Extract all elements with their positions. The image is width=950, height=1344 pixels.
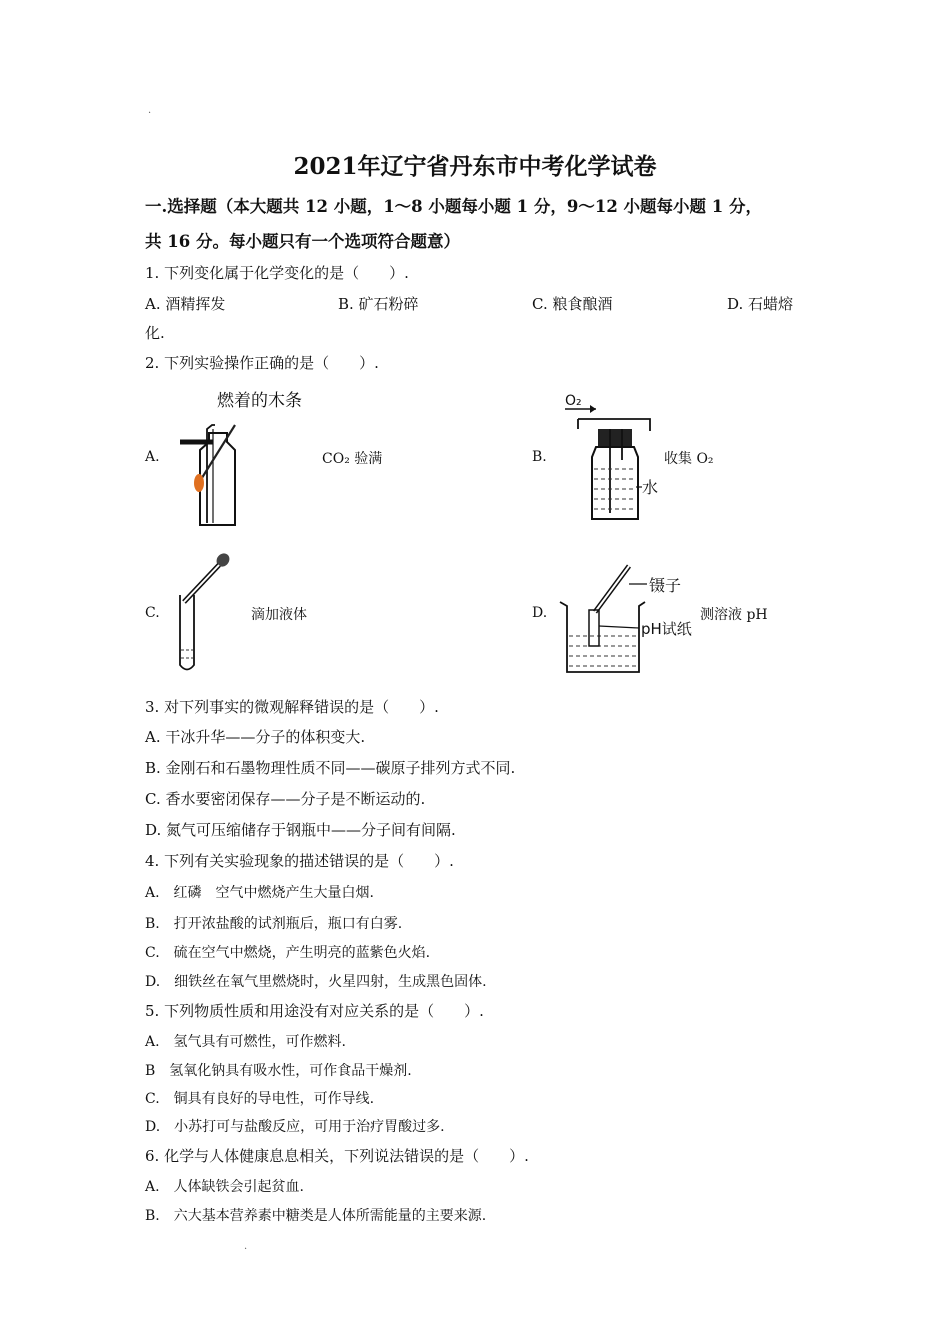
tweezers-label: 镊子 — [649, 576, 682, 595]
water-label: 水 — [642, 478, 659, 497]
beaker — [560, 602, 645, 672]
q4-stem: 4. 下列有关实验现象的描述错误的是（ ）. — [145, 852, 454, 870]
q3-option-d: D. 氮气可压缩储存于钢瓶中——分子间有间隔. — [145, 821, 456, 839]
q5-option-c: C. 铜具有良好的导电性，可作导线. — [145, 1091, 375, 1107]
q3-option-b: B. 金刚石和石墨物理性质不同——碳原子排列方式不同. — [145, 759, 516, 777]
ph-test-diagram — [555, 560, 705, 680]
ph-paper-label: pH试纸 — [641, 620, 692, 638]
burning-stick-label: 燃着的木条 — [217, 391, 302, 411]
top-mark: · — [148, 108, 152, 119]
q2-fig-a-caption: CO₂ 验满 — [322, 451, 383, 467]
q2-fig-c-caption: 滴加液体 — [251, 607, 307, 623]
q3-stem: 3. 对下列事实的微观解释错误的是（ ）. — [145, 698, 439, 716]
exam-title: 2021年辽宁省丹东市中考化学试卷 — [293, 153, 657, 180]
co2-test-diagram — [165, 385, 325, 530]
water-surface-lines — [594, 469, 636, 509]
q6-stem: 6. 化学与人体健康息息相关，下列说法错误的是（ ）. — [145, 1147, 529, 1165]
q2-fig-d-letter: D. — [532, 605, 548, 621]
q4-option-a: A. 红磷 空气中燃烧产生大量白烟. — [145, 885, 375, 901]
q3-option-a: A. 干冰升华——分子的体积变大. — [145, 728, 366, 746]
q1-option-c: C. 粮食酿酒 — [532, 295, 613, 313]
q2-fig-a-letter: A. — [145, 449, 160, 465]
flame-icon — [194, 474, 204, 492]
section-heading-line1: 一.选择题（本大题共 12 小题，1～8 小题每小题 1 分，9～12 小题每小题 1 分， — [145, 197, 763, 216]
q3-option-c: C. 香水要密闭保存——分子是不断运动的. — [145, 790, 426, 808]
q2-fig-c-letter: C. — [145, 605, 160, 621]
o2-label: O₂ — [565, 393, 582, 409]
q5-option-a: A. 氢气具有可燃性，可作燃料. — [145, 1034, 347, 1050]
collection-bottle — [592, 447, 638, 519]
bottom-mark: · — [244, 1244, 248, 1255]
q4-option-d: D. 细铁丝在氧气里燃烧时，火星四射，生成黑色固体. — [145, 974, 487, 990]
q6-option-b: B. 六大基本营养素中糖类是人体所需能量的主要来源. — [145, 1208, 487, 1224]
q2-fig-b-caption: 收集 O₂ — [664, 451, 714, 467]
gas-bottle — [200, 433, 235, 525]
q2-fig-d-caption: 测溶液 pH — [700, 607, 768, 623]
q4-option-c: C. 硫在空气中燃烧，产生明亮的蓝紫色火焰. — [145, 945, 431, 961]
dropper-diagram — [170, 550, 240, 680]
q5-stem: 5. 下列物质性质和用途没有对应关系的是（ ）. — [145, 1002, 484, 1020]
q4-option-b: B. 打开浓盐酸的试剂瓶后，瓶口有白雾. — [145, 916, 403, 932]
solution-lines — [569, 636, 637, 666]
q2-stem: 2. 下列实验操作正确的是（ ）. — [145, 354, 379, 372]
q1-option-d: D. 石蜡熔 — [727, 295, 794, 313]
o2-collection-diagram — [560, 385, 670, 525]
ph-paper — [589, 610, 599, 646]
q6-option-a: A. 人体缺铁会引起贫血. — [145, 1179, 305, 1195]
section-heading-line2: 共 16 分。每小题只有一个选项符合题意） — [145, 232, 460, 251]
q5-option-d: D. 小苏打可与盐酸反应，可用于治疗胃酸过多. — [145, 1119, 445, 1135]
q1-option-b: B. 矿石粉碎 — [338, 295, 419, 313]
q5-option-b: B 氢氧化钠具有吸水性，可作食品干燥剂. — [145, 1063, 412, 1079]
stopper — [598, 429, 632, 447]
q2-fig-b-letter: B. — [532, 449, 547, 465]
q1-stem: 1. 下列变化属于化学变化的是（ ）. — [145, 264, 409, 282]
q1-option-d-wrap: 化. — [145, 324, 165, 342]
q1-option-a: A. 酒精挥发 — [145, 295, 226, 313]
